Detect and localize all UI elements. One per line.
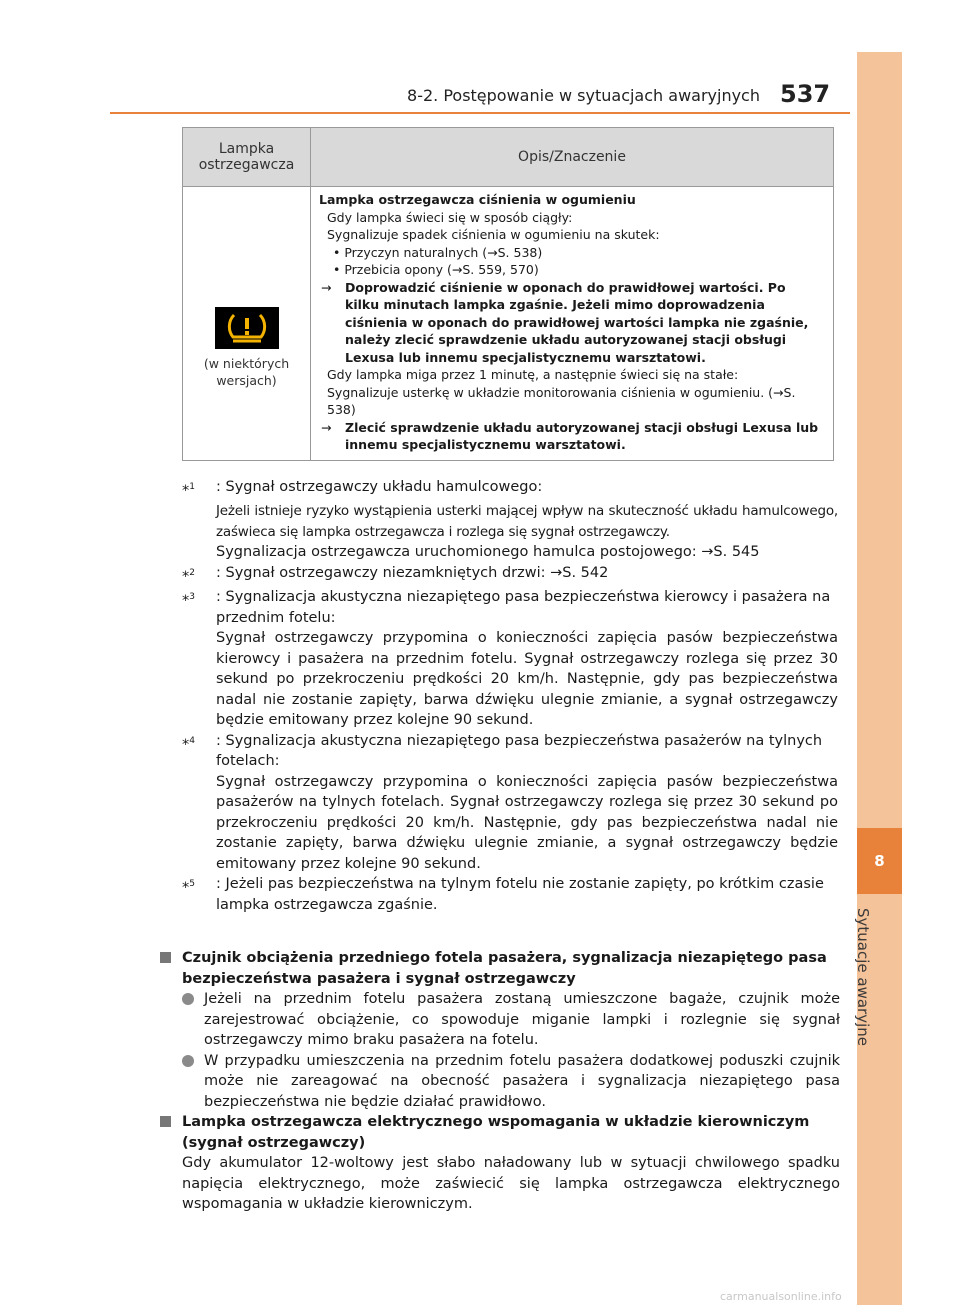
- action-row-1: [319, 279, 823, 367]
- cause-puncture: • Przebicia opony (→S. 559, 570): [333, 262, 539, 277]
- side-chapter-tab: [854, 52, 902, 1305]
- lamp-caption: (w niektórych wersjach): [203, 356, 290, 388]
- section-heading-seat-sensor: Czujnik obciążenia przedniego fotela pasażera, sygnalizacja niezapiętego pasa bezpieczeństwa pasażera i sygnał ostrzegawczy: [160, 948, 840, 989]
- footnote-3: *$^3$ : Sygnalizacja akustyczna niezapiętego pasa bezpieczeństwa kierowcy i pasażera na przednim fotelu:: [182, 589, 831, 626]
- footnote-1-parking: Sygnalizacja ostrzegawcza uruchomionego hamulca postojowego: →S. 545: [216, 544, 760, 561]
- chapter-number-badge: 8: [857, 828, 902, 894]
- footnote-1-body: Jeżeli istnieje ryzyko wystąpienia usterki mającej wpływ na skuteczność układu hamulcowego, zaświeca się lampka ostrzegawcza i rozlega się sygnał ostrzegawczy.: [216, 503, 838, 540]
- footnote-1: *$^1$ : Sygnał ostrzegawczy układu hamulcowego:: [182, 479, 543, 499]
- header-rule: [110, 112, 850, 114]
- col-header-description: Opis/Znaczenie: [311, 128, 834, 187]
- steady-intro: Gdy lampka świeci się w sposób ciągły:: [327, 209, 573, 225]
- square-bullet-icon: [160, 1112, 182, 1153]
- watermark: carmanualsonline.info: [720, 1290, 842, 1303]
- lamp-description-cell: [311, 187, 834, 461]
- bullet-item: W przypadku umieszczenia na przednim fotelu pasażera dodatkowej poduszki czujnik może nie zareagować na obecność pasażera i sygnalizacja niezapiętego pasa bezpieczeństwa nie będzie działać prawidłowo.: [160, 1051, 840, 1113]
- round-bullet-icon: [182, 989, 204, 1051]
- info-sections: [160, 948, 840, 1215]
- page-number: 537: [780, 80, 831, 108]
- cause-natural: • Przyczyn naturalnych (→S. 538): [333, 244, 543, 260]
- footnotes: [182, 477, 838, 915]
- round-bullet-icon: [182, 1051, 204, 1113]
- action-row-2: [319, 419, 823, 454]
- warning-lamp-table: [182, 127, 834, 461]
- square-bullet-icon: [160, 948, 182, 989]
- tire-pressure-warning-icon: [215, 307, 279, 349]
- section-heading-eps: Lampka ostrzegawcza elektrycznego wspomagania w układzie kierowniczym (sygnał ostrzegawczy): [160, 1112, 840, 1153]
- arrow-icon: →: [321, 419, 332, 435]
- action-service: Zlecić sprawdzenie układu autoryzowanej stacji obsługi Lexusa lub innemu specjalistycznemu warsztatowi.: [345, 419, 819, 452]
- running-header: 8-2. Postępowanie w sytuacjach awaryjnych: [407, 86, 760, 105]
- footnote-5: *$^5$ : Jeżeli pas bezpieczeństwa na tylnym fotelu nie zostanie zapięty, po krótkim czasie lampka ostrzegawcza zgaśnie.: [182, 876, 824, 913]
- footnote-4-body: Sygnał ostrzegawczy przypomina o konieczności zapięcia pasów bezpieczeństwa pasażerów na tylnych fotelach. Sygnał ostrzegawczy rozlega się przez 30 sekund po przekroczeniu prędkości 20 km/h. Następnie, gdy pas bezpieczeństwa nadal nie zostanie zapięty, barwa dźwięku ulegnie zmianie, a sygnał ostrzegawczy będzie emitowany przez kolejne 90 sekund.: [216, 773, 838, 872]
- footnote-4: *$^4$ : Sygnalizacja akustyczna niezapiętego pasa bezpieczeństwa pasażerów na tylnych fotelach:: [182, 732, 823, 770]
- action-inflate: Doprowadzić ciśnienie w oponach do prawidłowej wartości. Po kilku minutach lampka zgaśnie. Jeżeli mimo doprowadzenia ciśnienia w oponach do prawidłowej wartości lampka nie zgaśnie, należy zlecić sprawdzenie układu autoryzowanej stacji obsługi Lexusa lub innemu specjalistycznemu warsztatowi.: [345, 279, 809, 365]
- bullet-item: Jeżeli na przednim fotelu pasażera zostaną umieszczone bagaże, czujnik może zarejestrować obciążenie, co spowoduje miganie lampki i rozlegnie się sygnał ostrzegawczy mimo braku pasażera na fotelu.: [160, 989, 840, 1051]
- arrow-icon: →: [321, 279, 332, 295]
- footnote-3-body: Sygnał ostrzegawczy przypomina o konieczności zapięcia pasów bezpieczeństwa kierowcy i pasażera na przednim fotelu. Sygnał ostrzegawczy rozlega się przez 30 sekund po przekroczeniu prędkości 20 km/h. Następnie, gdy pas bezpieczeństwa nadal nie zostanie zapięty, barwa dźwięku ulegnie zmianie, a sygnał ostrzegawczy będzie emitowany przez kolejne 90 sekund.: [216, 630, 838, 729]
- chapter-side-label: Sytuacje awaryjne: [854, 908, 872, 1046]
- lamp-cell: [183, 187, 311, 461]
- blink-meaning: Sygnalizuje usterkę w układzie monitorowania ciśnienia w ogumieniu. (→S. 538): [327, 384, 796, 417]
- section-eps-text: Gdy akumulator 12-woltowy jest słabo naładowany lub w sytuacji chwilowego spadku napięcia elektrycznego, może zaświecić się lampka ostrzegawcza elektrycznego wspomagania w układzie kierowniczym.: [182, 1155, 840, 1212]
- col-header-lamp: Lampka ostrzegawcza: [183, 128, 311, 187]
- blink-intro: Gdy lampka miga przez 1 minutę, a następnie świeci się na stałe:: [327, 367, 739, 382]
- steady-meaning: Sygnalizuje spadek ciśnienia w ogumieniu na skutek:: [327, 227, 660, 242]
- footnote-2: *$^2$ : Sygnał ostrzegawczy niezamkniętych drzwi: →S. 542: [182, 564, 609, 585]
- lamp-title: Lampka ostrzegawcza ciśnienia w ogumieniu: [319, 192, 636, 207]
